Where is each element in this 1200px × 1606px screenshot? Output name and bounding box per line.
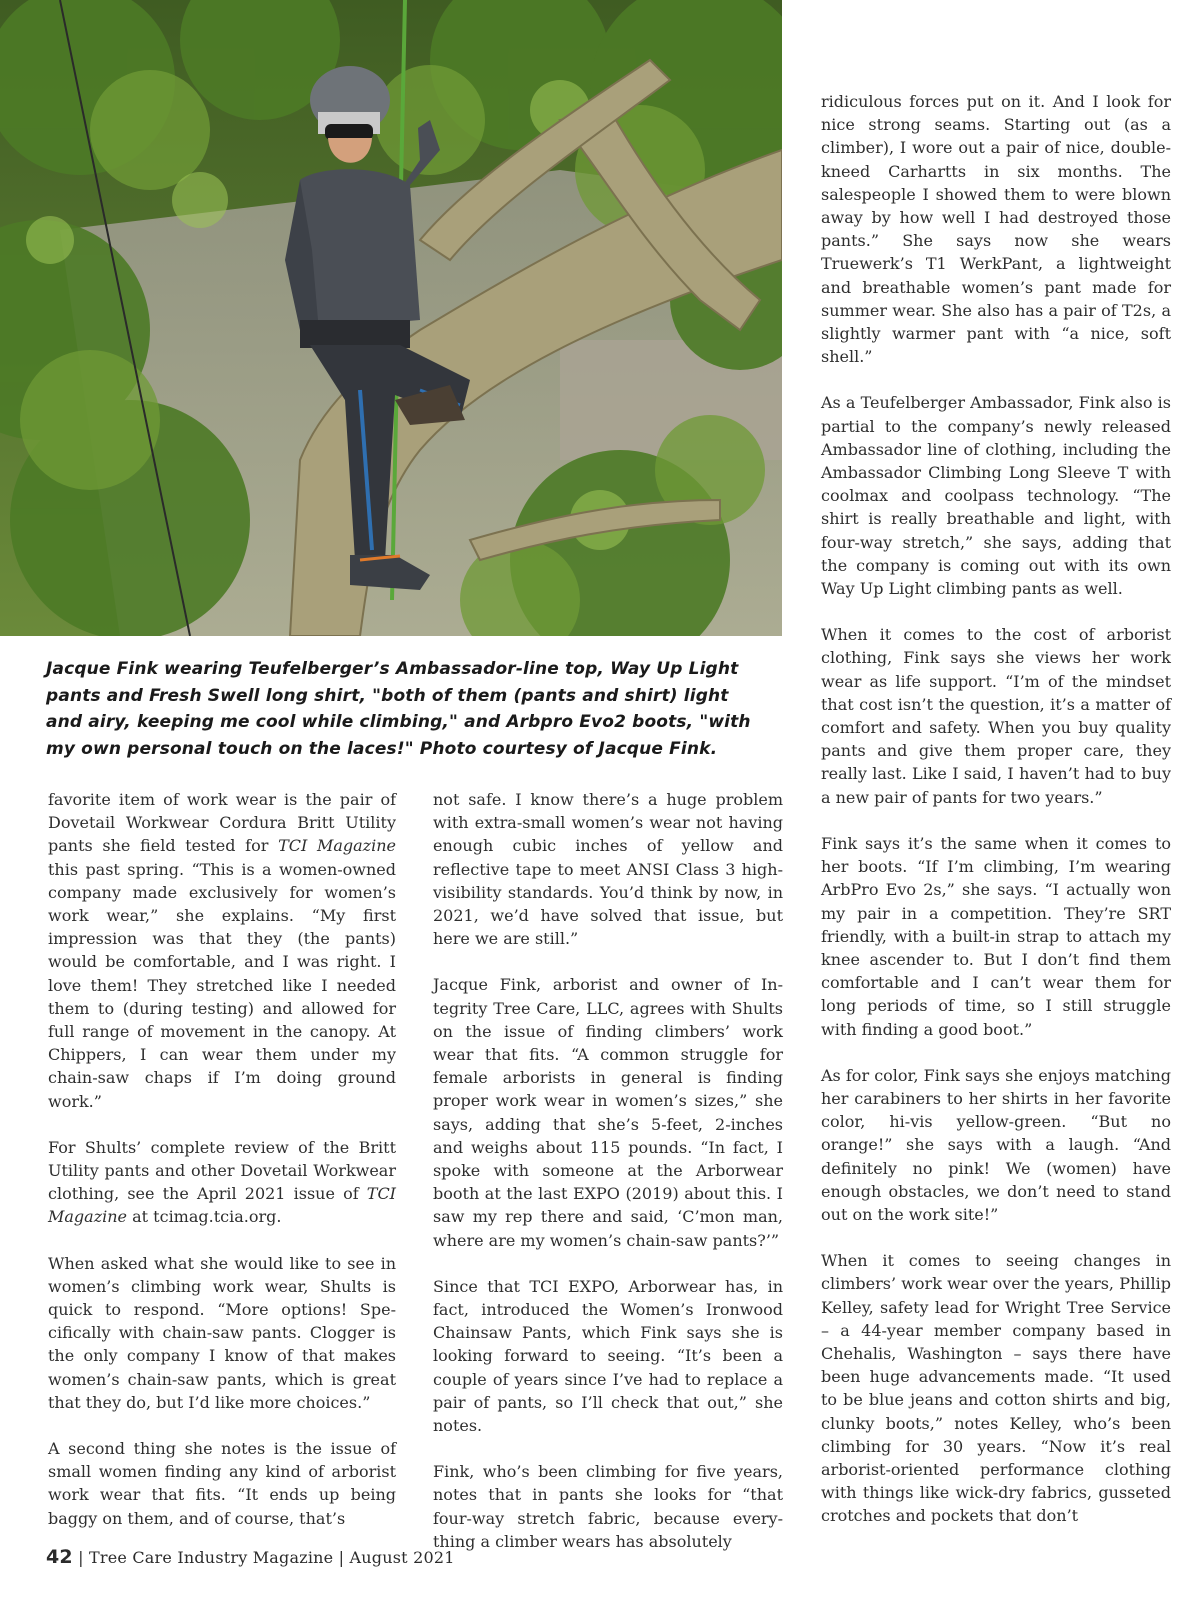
issue-date: August 2021 xyxy=(349,1548,455,1567)
paragraph: As a Teufelberger Ambassador, Fink also is partial to the company’s newly released Ambassador line of clothing, including the Ambassador Climbing Long Sleeve T with coolmax and coolpass technology. “The shirt is really breathable and light, with four-way stretch,” she says, adding that the company is coming out with its own Way Up Light climbing pants as well. xyxy=(821,393,1171,599)
page-footer xyxy=(46,1546,455,1568)
paragraph xyxy=(48,1136,396,1229)
paragraph: When asked what she would like to see in women’s climbing work wear, Shults is quick to respond. “More options! Specifically with chain-saw pants. Clogger is the only company I know of that makes women’s chain-saw pants, which is great that they do, but I’d like more choices.” xyxy=(48,1253,396,1412)
magazine-title: TCI Magazine xyxy=(48,1184,396,1227)
paragraph xyxy=(48,788,396,1113)
article-column-3 xyxy=(821,90,1171,1528)
publication-name: Tree Care Industry Magazine xyxy=(89,1548,334,1567)
text-run: For Shults’ complete review of the Britt Utility pants and other Dovetail Workwear clothing, see the April 2021 issue of xyxy=(48,1137,396,1204)
text-run: at tcimag.tcia.org. xyxy=(127,1207,282,1227)
paragraph: Since that TCI EXPO, Arborwear has, in fact, introduced the Women’s Ironwood Chainsaw Pants, which Fink says she is looking forward to seeing. “It’s been a couple of years since I’ve had to replace a pair of pants, so I’ll check that out,” she notes. xyxy=(433,1276,783,1436)
article-column-1 xyxy=(48,788,396,1530)
photo-caption: Jacque Fink wearing Teufelberger’s Ambassador-line top, Way Up Light pants and Fresh Swell long shirt, "both of them (pants and shirt) light and airy, keeping me cool while climbing," and Arbpro Evo2 boots, "with my own personal touch on the laces!" Photo courtesy of Jacque Fink. xyxy=(46,659,751,759)
paragraph: not safe. I know there’s a huge problem with extra-small women’s wear not having enough cubic inches of yellow and reflective tape to meet ANSI Class 3 high-visibility standards. You’d think by now, in 2021, we’d have solved that issue, but here we are still.” xyxy=(433,790,783,949)
paragraph: When it comes to the cost of arborist clothing, Fink says she views her work wear as life support. “I’m of the mindset that cost isn’t the question, it’s a matter of comfort and safety. When you buy quality pants and give them proper care, they really last. Like I said, I haven’t had to buy a new pair of pants for two years.” xyxy=(821,625,1171,807)
footer-separator: | xyxy=(72,1548,90,1567)
paragraph: As for color, Fink says she enjoys matching her carabiners to her shirts in her favorite color, hi-vis yellow-green. “But no orange!” she says with a laugh. “And definitely no pink! We (women) have enough obstacles, we don’t need to stand out on the work site!” xyxy=(821,1065,1171,1224)
page-number: 42 xyxy=(46,1546,73,1568)
paragraph: A second thing she notes is the issue of small women finding any kind of arborist work wear that fits. “It ends up being baggy on them, and of course, that’s xyxy=(48,1439,396,1528)
article-column-2 xyxy=(433,788,783,1553)
paragraph: When it comes to seeing changes in climbers’ work wear over the years, Phillip Kelley, safety lead for Wright Tree Service – a 44-year member company based in Chehalis, Washington – says there have been huge advancements made. “It used to be blue jeans and cotton shirts and big, clunky boots,” notes Kelley, who’s been climbing for 30 years. “Now it’s real arborist-oriented performance clothing with things like wick-dry fabrics, gusseted crotches and pockets that don’t xyxy=(821,1251,1171,1526)
magazine-title: TCI Magazine xyxy=(278,836,396,856)
paragraph: Fink, who’s been climbing for five years, notes that in pants she looks for “that four-way stretch fabric, because everything a climber wears has absolutely xyxy=(433,1462,783,1551)
paragraph: Jacque Fink, arborist and owner of Integrity Tree Care, LLC, agrees with Shults on the issue of finding climbers’ work wear that fits. “A common struggle for female arborists in general is finding proper work wear in women’s sizes,” she says, adding that she’s 5-feet, 2-inches and weighs about 115 pounds. “In fact, I spoke with someone at the Arborwear booth at the last EXPO (2019) about this. I saw my rep there and said, ‘C’mon man, where are my women’s chain-saw pants?’” xyxy=(433,975,783,1250)
text-run: favorite item of work wear is the pair of Dovetail Workwear Cordura Britt Utility pants she field tested for xyxy=(48,790,396,856)
paragraph: ridiculous forces put on it. And I look for nice strong seams. Starting out (as a climber), I wore out a pair of nice, double-kneed Carhartts in six months. The salespeople I showed them to were blown away by how well I had destroyed those pants.” She says now she wears Truewerk’s T1 WerkPant, a lightweight and breathable women’s pant made for summer wear. She also has a pair of T2s, a slightly warmer pant with “a nice, soft shell.” xyxy=(821,92,1171,367)
text-run: this past spring. “This is a women-owned company made exclusively for women’s work wear,” she explains. “My first impression was that they (the pants) would be comfortable, and I was right. I love them! They stretched like I needed them to (during testing) and allowed for full range of movement in the canopy. At Chippers, I can wear them under my chain-saw chaps if I’m doing ground work.” xyxy=(48,859,396,1111)
paragraph: Fink says it’s the same when it comes to her boots. “If I’m climbing, I’m wearing ArbPro Evo 2s,” she says. “I actually won my pair in a competition. They’re SRT friendly, with a built-in strap to attach my knee ascender to. But I don’t find them comfortable and I can’t wear them for long periods of time, so I still struggle with finding a good boot.” xyxy=(821,833,1171,1039)
tree-climber-illustration xyxy=(0,0,782,636)
climber-photo xyxy=(0,0,782,636)
footer-separator: | xyxy=(333,1548,350,1567)
